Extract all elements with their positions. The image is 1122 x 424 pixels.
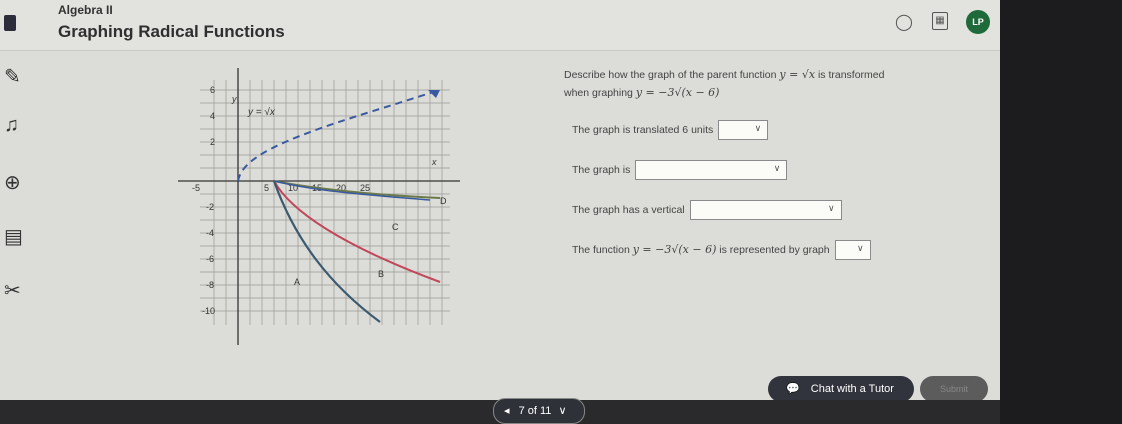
pager-chevron-icon[interactable]: ∨	[558, 405, 567, 417]
curve-label-c: C	[392, 222, 399, 232]
parent-function: y = √x	[779, 68, 816, 81]
parent-curve	[238, 90, 440, 181]
dropdown-vertical[interactable]	[690, 200, 842, 220]
statement-label: The graph is	[572, 163, 631, 176]
y-tick-label: 2	[210, 137, 216, 147]
prompt-text: is transformed	[817, 69, 885, 81]
chevron-down-icon: ∨	[773, 163, 781, 173]
y-tick-label: -8	[206, 280, 215, 290]
prev-icon[interactable]: ◂	[504, 405, 510, 417]
avatar[interactable]: LP	[966, 10, 990, 34]
headphones-icon[interactable]: ♫	[4, 114, 19, 136]
pencil-icon[interactable]: ✎	[4, 66, 21, 88]
x-tick-label: 25	[360, 183, 371, 193]
translate-icon[interactable]: ⊕	[4, 172, 21, 194]
curve-label-a: A	[294, 277, 301, 287]
calculator-icon[interactable]: ▦	[932, 12, 948, 30]
y-tick-label: -10	[202, 306, 216, 316]
curve-label-b: B	[378, 269, 385, 279]
dropdown-units[interactable]	[718, 120, 768, 140]
dropdown-reflection[interactable]	[635, 160, 787, 180]
y-tick-label: -6	[206, 254, 215, 264]
curve-d	[274, 181, 440, 198]
graph-figure	[170, 60, 470, 350]
y-axis-label: y	[232, 94, 237, 104]
chevron-down-icon: ∨	[827, 203, 835, 213]
function-expression: y = −3√(x − 6)	[635, 86, 720, 99]
tools-icon[interactable]: ✂	[4, 280, 21, 302]
chevron-down-icon: ∨	[856, 243, 864, 253]
submit-button[interactable]: Submit	[920, 376, 988, 402]
x-tick-label: 5	[264, 183, 270, 193]
y-tick-label: 4	[210, 111, 216, 121]
chevron-down-icon: ∨	[754, 123, 762, 133]
parent-function-label: y = √x	[248, 107, 275, 118]
chat-tutor-label: Chat with a Tutor	[810, 383, 894, 395]
lightbulb-icon[interactable]: ◯	[895, 14, 913, 31]
y-tick-label: -2	[206, 202, 215, 212]
top-bar	[0, 0, 1000, 51]
statement-label: The graph has a vertical	[572, 203, 685, 216]
chat-tutor-button[interactable]	[768, 376, 914, 402]
menu-icon[interactable]	[4, 15, 16, 31]
pager[interactable]	[493, 398, 585, 424]
x-axis-label: x	[432, 157, 437, 167]
statement-label: The function	[572, 243, 630, 256]
dropdown-graph[interactable]	[835, 240, 871, 260]
prompt-text: Describe how the graph of the parent function	[564, 69, 777, 81]
curve-label-d: D	[440, 196, 447, 206]
x-tick-label: 20	[336, 183, 347, 193]
y-tick-label: -4	[206, 228, 215, 238]
lesson-title: Graphing Radical Functions	[58, 22, 285, 41]
y-tick-label: 6	[210, 85, 216, 95]
course-title: Algebra II	[58, 3, 113, 17]
x-tick-label: -5	[192, 183, 201, 193]
x-tick-label: 15	[312, 183, 323, 193]
statement-label: is represented by graph	[719, 243, 830, 256]
x-tick-label: 10	[288, 183, 299, 193]
function-expression: y = −3√(x − 6)	[632, 242, 717, 256]
statement-label: The graph is translated 6 units	[572, 123, 714, 136]
pager-label: 7 of 11	[518, 405, 552, 417]
prompt-text: when graphing	[564, 87, 633, 99]
tool-sidebar	[0, 52, 50, 332]
chat-icon: 💬	[786, 383, 800, 395]
notes-icon[interactable]: ▤	[4, 226, 23, 248]
